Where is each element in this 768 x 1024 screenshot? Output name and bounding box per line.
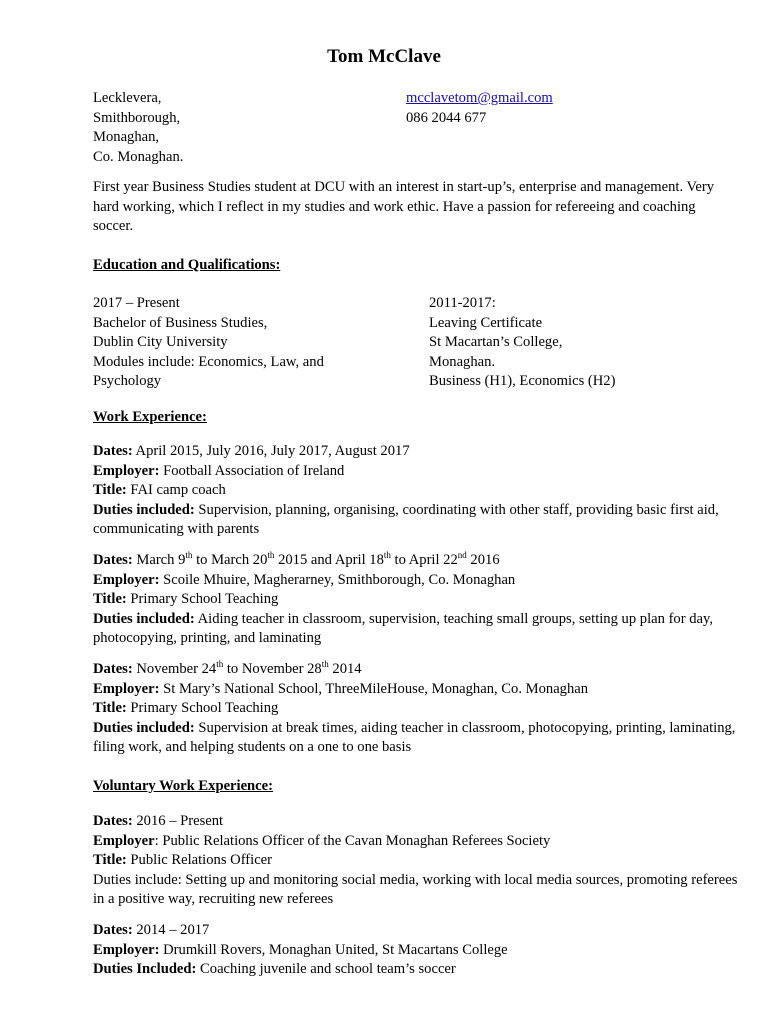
education-line: Leaving Certificate: [429, 314, 543, 331]
ordinal-suffix: th: [267, 550, 275, 560]
work-employer: Scoile Mhuire, Magherarney, Smithborough, Co. Monaghan: [159, 571, 516, 588]
education-line: Business (H1), Economics (H2): [429, 373, 616, 389]
education-degree: [93, 294, 324, 392]
voluntary-title: Public Relations Officer: [126, 852, 273, 868]
ordinal-suffix: th: [185, 550, 193, 560]
address-line: Lecklevera,: [93, 90, 162, 106]
employer-label: Employer:: [93, 680, 160, 697]
date-text: November 24: [132, 661, 217, 677]
work-entry: [93, 660, 738, 758]
dates-label: Dates:: [93, 661, 133, 677]
education-line: Dublin City University: [93, 334, 228, 350]
ordinal-suffix: nd: [457, 550, 467, 560]
address-line: Co. Monaghan.: [93, 148, 184, 165]
date-text: to March 20: [192, 552, 268, 568]
applicant-name: Tom McClave: [327, 46, 441, 67]
employer-label: Employer:: [93, 462, 160, 479]
date-text: to November 28: [223, 661, 322, 677]
voluntary-dates: 2016 – Present: [132, 813, 224, 829]
voluntary-employer: Drumkill Rovers, Monaghan United, St Macartans College: [159, 941, 508, 958]
work-duties: Supervision at break times, aiding teacher in classroom, photocopying, printing, laminating, filing work, and helping students on a one to one basis: [93, 719, 736, 755]
work-entry: [93, 442, 738, 540]
postal-address: [93, 89, 183, 167]
work-employer: Football Association of Ireland: [159, 462, 345, 479]
education-line: Bachelor of Business Studies,: [93, 314, 268, 331]
voluntary-entry: [93, 921, 738, 980]
title-label: Title:: [93, 852, 127, 868]
date-text: 2015 and April 18: [274, 552, 384, 568]
duties-label: Duties included:: [93, 610, 195, 627]
duties-label: Duties included:: [93, 501, 195, 518]
voluntary-duties: Duties include: Setting up and monitoring social media, working with local media sources, promoting referees in a positive way, recruiting new referees: [93, 871, 738, 907]
title-label: Title:: [93, 482, 127, 498]
work-dates-line: [93, 660, 738, 680]
email-link[interactable]: mcclavetom@gmail.com: [406, 90, 553, 106]
date-text: 2016: [466, 552, 500, 568]
work-dates: April 2015, July 2016, July 2017, August 2017: [132, 443, 410, 459]
address-line: Smithborough,: [93, 109, 181, 126]
education-line: St Macartan’s College,: [429, 334, 563, 350]
dates-label: Dates:: [93, 922, 133, 938]
personal-summary: First year Business Studies student at DCU with an interest in start-up’s, enterprise and management. Very hard working, which I reflect in my studies and work ethic. Have a passion for refereeing and coaching soccer.: [93, 179, 715, 234]
work-title: FAI camp coach: [126, 482, 226, 498]
duties-label: Duties Included:: [93, 961, 197, 977]
work-title: Primary School Teaching: [126, 700, 279, 716]
voluntary-entry: [93, 812, 738, 910]
dates-label: Dates:: [93, 813, 133, 829]
work-duties: Aiding teacher in classroom, supervision, teaching small groups, setting up plan for day, photocopying, printing, and laminating: [93, 610, 714, 646]
education-school: [429, 294, 615, 392]
address-line: Monaghan,: [93, 129, 160, 145]
dates-label: Dates:: [93, 443, 133, 459]
education-line: 2017 – Present: [93, 295, 180, 311]
employer-label: Employer:: [93, 571, 160, 588]
employer-label: Employer: [93, 832, 155, 849]
date-text: 2014: [328, 661, 362, 677]
title-label: Title:: [93, 591, 127, 607]
voluntary-heading: Voluntary Work Experience:: [93, 778, 273, 794]
education-heading: Education and Qualifications:: [93, 257, 281, 273]
employer-label: Employer:: [93, 941, 160, 958]
education-line: Monaghan.: [429, 353, 496, 370]
voluntary-dates: 2014 – 2017: [132, 922, 210, 938]
education-line: 2011-2017:: [429, 295, 496, 311]
ordinal-suffix: th: [216, 659, 224, 669]
contact-details: [406, 89, 553, 128]
duties-label: Duties included:: [93, 719, 195, 736]
ordinal-suffix: th: [321, 659, 329, 669]
ordinal-suffix: th: [383, 550, 391, 560]
work-entry: [93, 551, 738, 649]
title-label: Title:: [93, 700, 127, 716]
voluntary-duties: Coaching juvenile and school team’s soccer: [196, 961, 456, 977]
phone-number: 086 2044 677: [406, 109, 487, 126]
date-text: March 9: [132, 552, 186, 568]
work-dates-line: [93, 551, 738, 571]
work-title: Primary School Teaching: [126, 591, 279, 607]
education-line: Modules include: Economics, Law, and: [93, 353, 324, 370]
work-employer: St Mary’s National School, ThreeMileHouse, Monaghan, Co. Monaghan: [159, 680, 589, 697]
dates-label: Dates:: [93, 552, 133, 568]
work-heading: Work Experience:: [93, 409, 207, 425]
voluntary-employer: : Public Relations Officer of the Cavan Monaghan Referees Society: [154, 832, 551, 849]
date-text: to April 22: [390, 552, 458, 568]
education-line: Psychology: [93, 373, 162, 389]
work-duties: Supervision, planning, organising, coordinating with other staff, providing basic first aid, communicating with parents: [93, 501, 719, 537]
